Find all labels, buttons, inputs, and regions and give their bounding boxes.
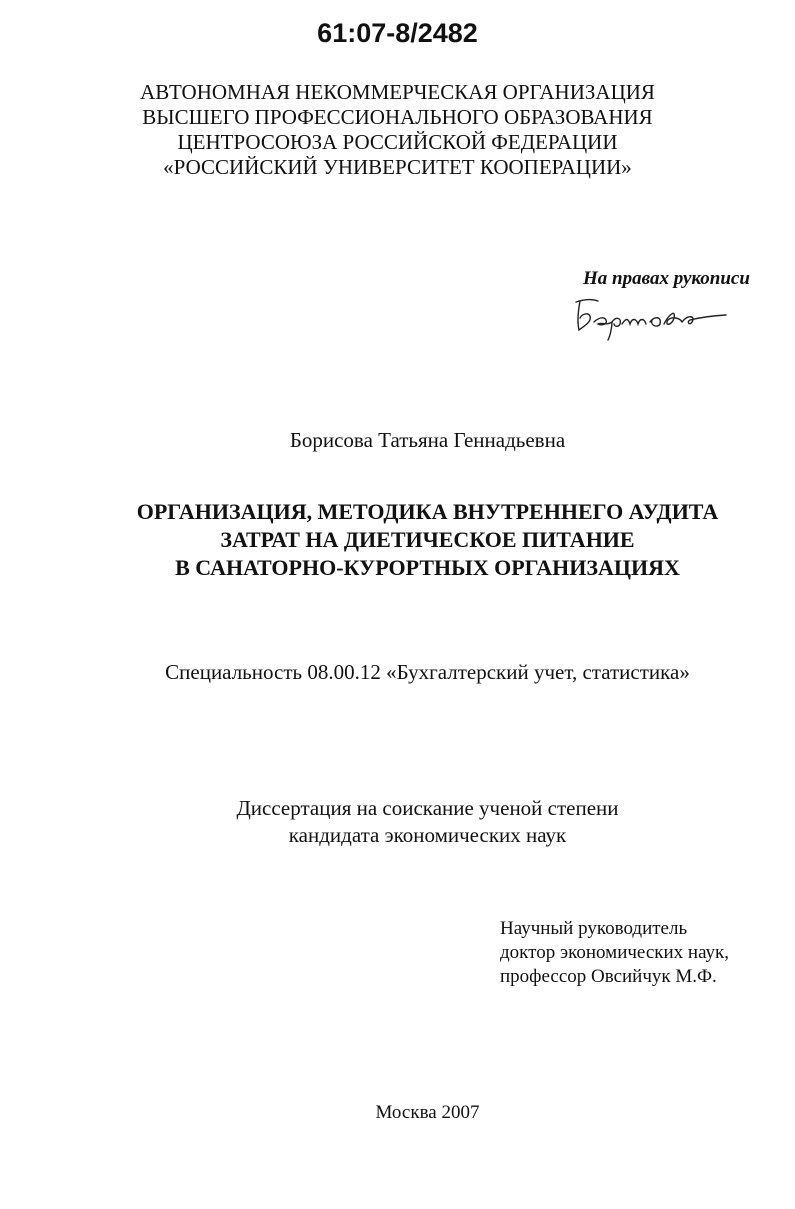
- title-line: В САНАТОРНО-КУРОРТНЫХ ОРГАНИЗАЦИЯХ: [175, 555, 680, 580]
- supervisor-line: Научный руководитель: [500, 918, 688, 939]
- supervisor-line: доктор экономических наук,: [500, 942, 730, 963]
- organization-block: [0, 80, 795, 180]
- supervisor-line: профессор Овсийчук М.Ф.: [500, 966, 717, 987]
- author-name: Борисова Татьяна Геннадьевна: [289, 428, 566, 452]
- organization-line: ЦЕНТРОСОЮЗА РОССИЙСКОЙ ФЕДЕРАЦИИ: [177, 130, 618, 154]
- handwritten-signature: [568, 292, 738, 342]
- specialty: Специальность 08.00.12 «Бухгалтерский учет, статистика»: [165, 660, 690, 684]
- degree-statement: [0, 795, 795, 849]
- city-year: Москва 2007: [375, 1102, 480, 1123]
- organization-line: АВТОНОМНАЯ НЕКОММЕРЧЕСКАЯ ОРГАНИЗАЦИЯ: [140, 80, 655, 104]
- degree-line: Диссертация на соискание ученой степени: [236, 796, 619, 820]
- title-line: ЗАТРАТ НА ДИЕТИЧЕСКОЕ ПИТАНИЕ: [220, 527, 635, 552]
- dissertation-title: [0, 498, 795, 582]
- supervisor-block: [500, 917, 729, 989]
- title-line: ОРГАНИЗАЦИЯ, МЕТОДИКА ВНУТРЕННЕГО АУДИТА: [136, 499, 719, 524]
- organization-line: ВЫСШЕГО ПРОФЕССИОНАЛЬНОГО ОБРАЗОВАНИЯ: [142, 105, 653, 129]
- organization-line: «РОССИЙСКИЙ УНИВЕРСИТЕТ КООПЕРАЦИИ»: [163, 155, 632, 179]
- degree-line: кандидата экономических наук: [288, 823, 567, 847]
- catalog-code: 61:07-8/2482: [317, 18, 478, 48]
- manuscript-note: На правах рукописи: [583, 268, 750, 289]
